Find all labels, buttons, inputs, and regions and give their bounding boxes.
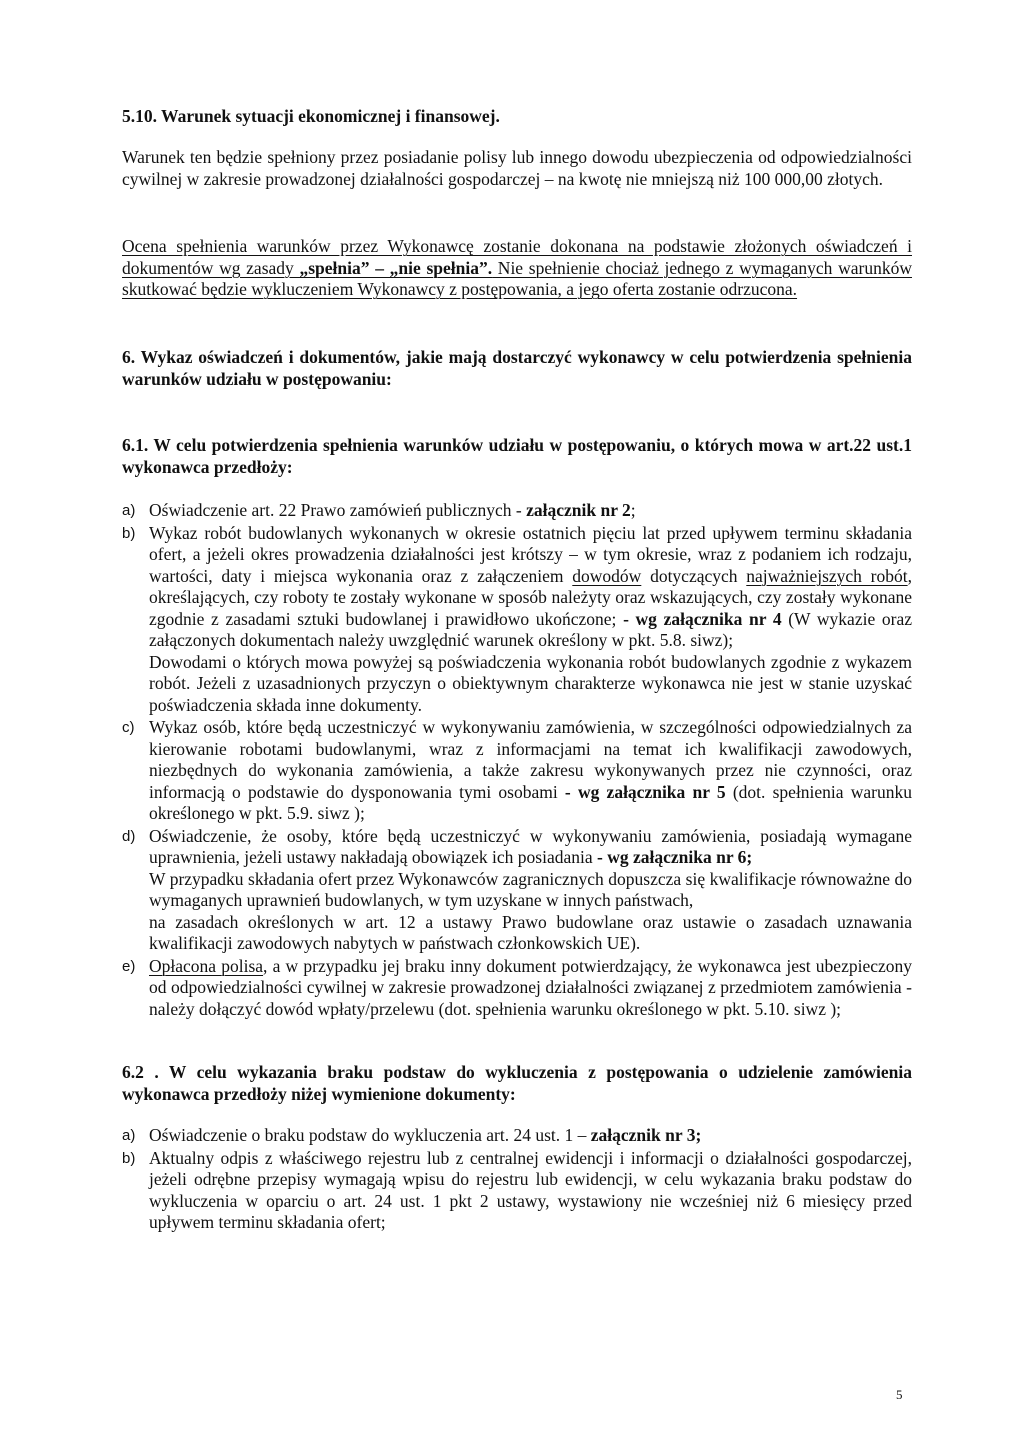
section-5-10-paragraph-1: Warunek ten będzie spełniony przez posiadanie polisy lub innego dowodu ubezpieczenia od odpowiedzialności cywilnej w zakresie prowadzonej działalności gospodarczej – na kwotę nie mniejszą niż 100 000,00 złotych. [122, 147, 912, 189]
list-item-d [122, 826, 912, 955]
item-text: Wykaz robót budowlanych wykonanych w okresie ostatnich pięciu lat przed upływem terminu składania ofert, a jeżeli okres prowadzenia działalności jest krótszy – w tym okresie, wraz z podaniem ich rodzaju, wartości, daty i miejsca wykonania oraz z załączeniem [149, 522, 912, 586]
item-text: Aktualny odpis z właściwego rejestru lub z centralnej ewidencji i informacji o działalności gospodarczej, jeżeli odrębne przepisy wymagają wpisu do rejestru lub ewidencji, w celu wykazania braku podstaw do wykluczenia w oparciu o art. 24 ust. 1 pkt 2 ustawy, wystawiony nie wcześniej niż 6 miesięcy przed upływem terminu składania ofert; [149, 1147, 912, 1232]
section-5-10-heading: 5.10. Warunek sytuacji ekonomicznej i finansowej. [122, 106, 500, 126]
list-item-e [122, 956, 912, 1021]
list-item-b [122, 523, 912, 717]
list-marker: b) [122, 1149, 136, 1167]
list-item-c [122, 717, 912, 825]
underlined-term: dowodów [572, 565, 642, 586]
list-marker: b) [122, 524, 136, 542]
list-item-b [122, 1148, 912, 1234]
item-text: Oświadczenie o braku podstaw do wykluczenia art. 24 ust. 1 – [149, 1125, 591, 1145]
list-marker: a) [122, 502, 136, 519]
section-6-heading: 6. Wykaz oświadczeń i dokumentów, jakie mają dostarczyć wykonawcy w celu potwierdzenia spełnienia warunków udziału w postępowaniu: [122, 347, 912, 389]
item-text: , określających, czy roboty te zostały wykonane w sposób należyty oraz wskazujących, czy zostały wykonane zgodnie z zasadami sztuki budowlanej i prawidłowo ukończone; [149, 565, 912, 629]
item-text: , a w przypadku jej braku inny dokument potwierdzający, że wykonawca jest ubezpieczony od odpowiedzialności cywilnej w zakresie prowadzonej działalności związanej z przedmiotem zamówienia - należy dołączyć dowód wpłaty/przelewu (dot. spełnienia warunku określonego w pkt. 5.10. siwz ); [149, 955, 913, 1019]
list-item-a [122, 500, 912, 522]
list-marker: a) [122, 1127, 136, 1144]
item-text: Wykaz osób, które będą uczestniczyć w wykonywaniu zamówienia, w szczególności odpowiedzialnych za kierowanie robotami budowlanymi, wraz z informacjami na temat ich kwalifikacji zawodowych, niezbędnych do wykonania zamówienia, a także zakresu wykonywanych przez nie czynności, oraz informacją o podstawie do dysponowania tymi osobami [149, 717, 912, 802]
list-marker: d) [122, 827, 136, 845]
page-number: 5 [896, 1387, 903, 1402]
paragraph-2-rule-bold: „spełnia” – „nie spełnia”. [299, 257, 493, 278]
attachment-ref: załącznik nr 2 [526, 500, 631, 520]
paragraph-2-text-a: Ocena spełnienia warunków przez Wykonawcę zostanie dokonana na podstawie złożonych oświadczeń i dokumentów wg zasady [122, 236, 912, 278]
section-6-2-list [122, 1125, 912, 1234]
underlined-term: najważniejszych robót [746, 565, 908, 586]
section-6-1-heading: 6.1. W celu potwierdzenia spełnienia warunków udziału w postępowaniu, o których mowa w art.22 ust.1 wykonawca przedłoży: [122, 435, 912, 477]
underlined-term: Opłacona polisa [149, 955, 264, 976]
list-marker: c) [122, 719, 135, 736]
item-text: ; [630, 500, 636, 520]
item-text: Oświadczenie art. 22 Prawo zamówień publicznych - [149, 500, 527, 520]
attachment-ref: załącznik nr 3; [590, 1125, 702, 1145]
list-marker: e) [122, 957, 136, 975]
item-note: W przypadku składania ofert przez Wykonawców zagranicznych dopuszcza się kwalifikacje równoważne do wymaganych uprawnień budowlanych, w tym uzyskane w innych państwach, [149, 868, 912, 910]
attachment-ref: - wg załącznika nr 4 [623, 608, 782, 629]
item-note: na zasadach określonych w art. 12 a ustawy Prawo budowlane oraz ustawie o zasadach uznawania kwalifikacji zawodowych nabytych w państwach członkowskich UE). [149, 911, 912, 953]
item-text: (dot. spełnienia warunku określonego w pkt. 5.9. siwz ); [149, 781, 912, 823]
attachment-ref: - wg załącznika nr 6; [597, 847, 753, 867]
attachment-ref: - wg załącznika nr 5 [564, 781, 726, 802]
item-note: Dowodami o których mowa powyżej są poświadczenia wykonania robót budowlanych zgodnie z wykazem robót. Jeżeli z uzasadnionych przyczyn o obiektywnym charakterze wykonawca nie jest w stanie uzyskać poświadczenia składa inne dokumenty. [149, 651, 912, 715]
section-6-1-list [122, 500, 912, 1020]
item-text: (W wykazie oraz załączonych dokumentach należy uwzględnić warunek określony w pkt. 5.8. siwz); [149, 608, 912, 650]
item-text: Oświadczenie, że osoby, które będą uczestniczyć w wykonywaniu zamówienia, posiadają wymagane uprawnienia, jeżeli ustawy nakładają obowiązek ich posiadania [149, 825, 912, 867]
paragraph-2-text-c: Nie spełnienie chociaż jednego z wymaganych warunków skutkować będzie wykluczeniem Wykonawcy z postępowania, a jego oferta zostanie odrzucona. [122, 257, 912, 299]
section-6-2-heading: 6.2 . W celu wykazania braku podstaw do wykluczenia z postępowania o udzielenie zamówienia wykonawca przedłoży niżej wymienione dokumenty: [122, 1062, 912, 1104]
section-5-10-paragraph-2 [122, 236, 912, 301]
item-text: dotyczących [641, 565, 747, 586]
list-item-a [122, 1125, 912, 1147]
